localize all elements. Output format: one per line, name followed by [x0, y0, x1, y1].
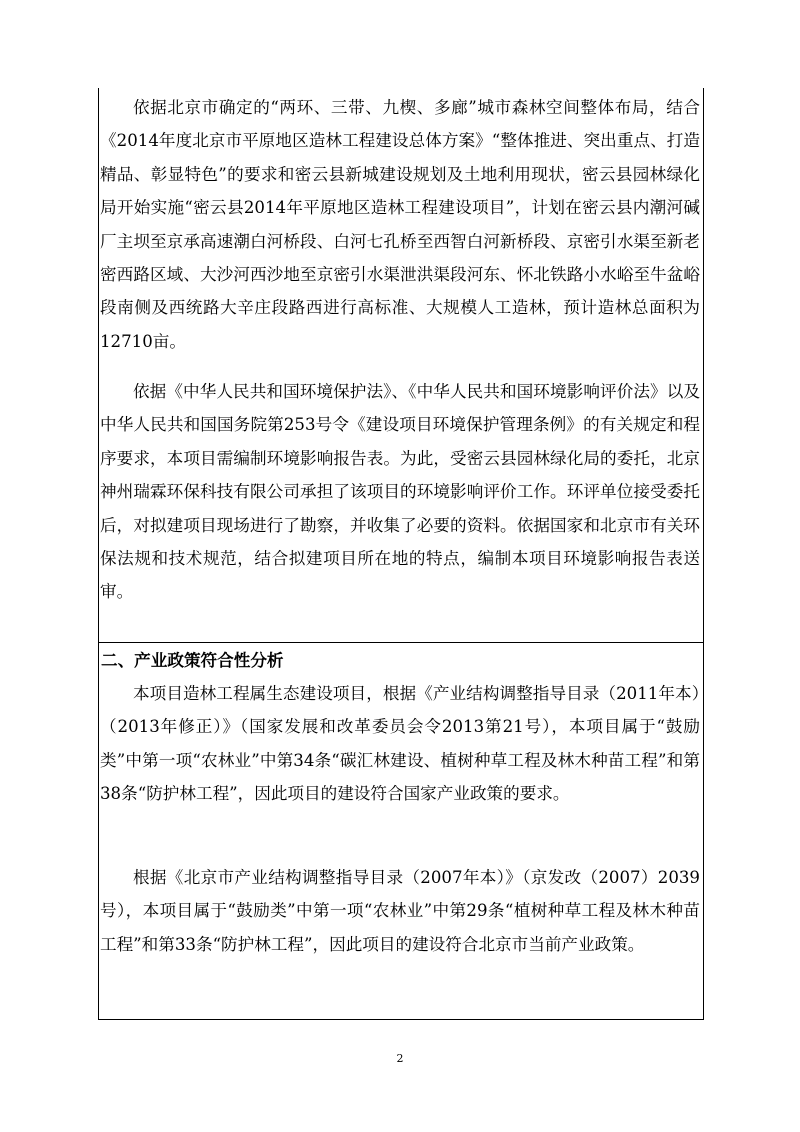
body-paragraph: 依据《中华人民共和国环境保护法》、《中华人民共和国环境影响评价法》以及中华人民共和国国务院第253号令《建设项目环境保护管理条例》的有关规定和程序要求，本项目需编制环境影响报告表。为此，受密云县园林绿化局的委托，北京神州瑞霖环保科技有限公司承担了该项目的环境影响评价工作。环评单位接受委托后，对拟建项目现场进行了勘察，并收集了必要的资料。依据国家和北京市有关环保法规和技术规范，结合拟建项目所在地的特点，编制本项目环境影响报告表送审。: [100, 382, 700, 602]
body-paragraph: 根据《北京市产业结构调整指导目录（2007年本）》（京发改（2007）2039号），本项目属于“鼓励类”中第一项“农林业”中第29条“植树种草工程及林木种苗工程”和第33条“防护林工程”，因此项目的建设符合北京市当前产业政策。: [100, 868, 700, 954]
section-divider: [98, 642, 704, 643]
page-number: 2: [396, 1052, 404, 1065]
body-paragraph: 本项目造林工程属生态建设项目，根据《产业结构调整指导目录（2011年本）（2013年修正）》（国家发展和改革委员会令2013第21号），本项目属于“鼓励类”中第一项“农林业”中第34条“碳汇林建设、植树种草工程及林木种苗工程”和第38条“防护林工程”，因此项目的建设符合国家产业政策的要求。: [100, 684, 700, 804]
section-heading: 二、产业政策符合性分析: [101, 650, 284, 670]
body-paragraph: 依据北京市确定的“两环、三带、九楔、多廊”城市森林空间整体布局，结合《2014年度北京市平原地区造林工程建设总体方案》“整体推进、突出重点、打造精品、彰显特色”的要求和密云县新城建设规划及土地利用现状，密云县园林绿化局开始实施“密云县2014年平原地区造林工程建设项目”，计划在密云县内潮河碱厂主坝至京承高速潮白河桥段、白河七孔桥至西智白河新桥段、京密引水渠至新老密西路区域、大沙河西沙地至京密引水渠泄洪渠段河东、怀北铁路小水峪至牛盆峪段南侧及西统路大辛庄段路西进行高标准、大规模人工造林，预计造林总面积为12710亩。: [100, 98, 700, 351]
